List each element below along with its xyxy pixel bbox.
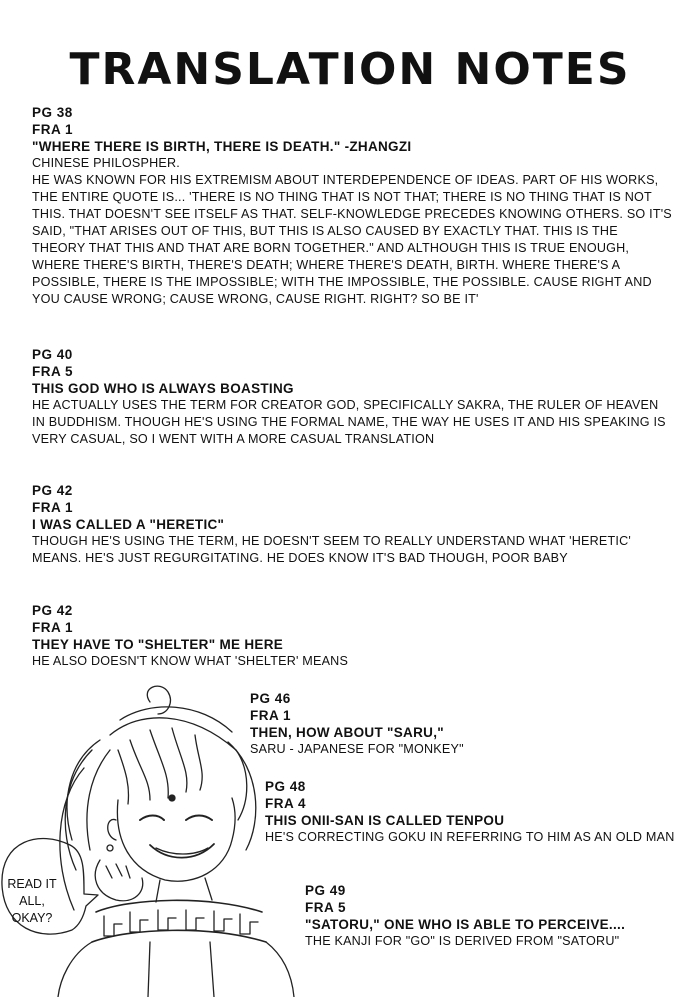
frame-ref: FRA 1 — [32, 122, 74, 137]
note-heading: "WHERE THERE IS BIRTH, THERE IS DEATH." -ZHANGZI — [32, 139, 412, 154]
note-entry — [32, 602, 672, 670]
note-body: CHINESE PHILOSPHER. HE WAS KNOWN FOR HIS EXTREMISM ABOUT INTERDEPENDENCE OF IDEAS. PART OF HIS WORKS, THE ENTIRE QUOTE IS... 'THERE IS NO THING THAT IS NOT THAT; THERE IS NO THING THAT IS NOT THIS. THAT DOESN'T SEE ITSELF AS THAT. SELF-KNOWLEDGE PRECEDES KNOWING OTHERS. SO IT'S SAID, "THAT ARISES OUT OF THIS, BUT THIS IS ALSO CAUSED BY EXACTLY THAT. THIS IS THE THEORY THAT THIS AND THAT ARE BORN TOGETHER." AND ALTHOUGH THIS IS TRUE ENOUGH, WHERE THERE'S BIRTH, THERE'S DEATH; WHERE THERE'S DEATH, BIRTH. WHERE THERE'S A POSSIBLE, THERE IS THE IMPOSSIBLE; WITH THE IMPOSSIBLE, THE POSSIBLE. CAUSE RIGHT AND YOU CAUSE WRONG; CAUSE WRONG, CAUSE RIGHT. RIGHT? SO BE IT' — [32, 156, 672, 306]
page-title: TRANSLATION NOTES — [69, 44, 631, 95]
frame-ref: FRA 1 — [250, 708, 292, 723]
note-body: THE KANJI FOR "GO" IS DERIVED FROM "SATORU" — [305, 934, 620, 948]
note-entry — [265, 778, 675, 846]
page-ref: PG 40 — [32, 347, 73, 362]
frame-ref: FRA 5 — [32, 364, 74, 379]
note-heading: THEY HAVE TO "SHELTER" ME HERE — [32, 637, 284, 652]
note-entry — [305, 882, 685, 950]
note-entry — [250, 690, 670, 758]
speech-bubble-text: READ IT ALL, OKAY? — [7, 877, 57, 925]
note-body: HE'S CORRECTING GOKU IN REFERRING TO HIM AS AN OLD MAN — [265, 830, 675, 844]
page-ref: PG 48 — [265, 779, 306, 794]
page-ref: PG 38 — [32, 105, 73, 120]
note-entry — [32, 482, 672, 567]
note-body: THOUGH HE'S USING THE TERM, HE DOESN'T SEEM TO REALLY UNDERSTAND WHAT 'HERETIC' MEANS. HE'S JUST REGURGITATING. HE DOES KNOW IT'S BAD THOUGH, POOR BABY — [32, 534, 631, 565]
note-body: HE ALSO DOESN'T KNOW WHAT 'SHELTER' MEANS — [32, 654, 349, 668]
page-ref: PG 42 — [32, 603, 73, 618]
note-entry — [32, 346, 672, 448]
note-entry — [32, 104, 672, 308]
note-heading: I WAS CALLED A "HERETIC" — [32, 517, 225, 532]
note-body: HE ACTUALLY USES THE TERM FOR CREATOR GOD, SPECIFICALLY SAKRA, THE RULER OF HEAVEN IN BUDDHISM. THOUGH HE'S USING THE FORMAL NAME, THE WAY HE USES IT AND HIS SPEAKING IS VERY CASUAL, SO I WENT WITH A MORE CASUAL TRANSLATION — [32, 398, 666, 446]
page-ref: PG 46 — [250, 691, 291, 706]
note-heading: THIS ONII-SAN IS CALLED TENPOU — [265, 813, 505, 828]
note-heading: THEN, HOW ABOUT "SARU," — [250, 725, 444, 740]
note-heading: THIS GOD WHO IS ALWAYS BOASTING — [32, 381, 294, 396]
page-ref: PG 49 — [305, 883, 346, 898]
character-illustration — [0, 680, 300, 997]
frame-ref: FRA 5 — [305, 900, 347, 915]
page-ref: PG 42 — [32, 483, 73, 498]
frame-ref: FRA 1 — [32, 500, 74, 515]
frame-ref: FRA 4 — [265, 796, 307, 811]
frame-ref: FRA 1 — [32, 620, 74, 635]
note-body: SARU - JAPANESE FOR "MONKEY" — [250, 742, 464, 756]
note-heading: "SATORU," ONE WHO IS ABLE TO PERCEIVE.... — [305, 917, 626, 932]
